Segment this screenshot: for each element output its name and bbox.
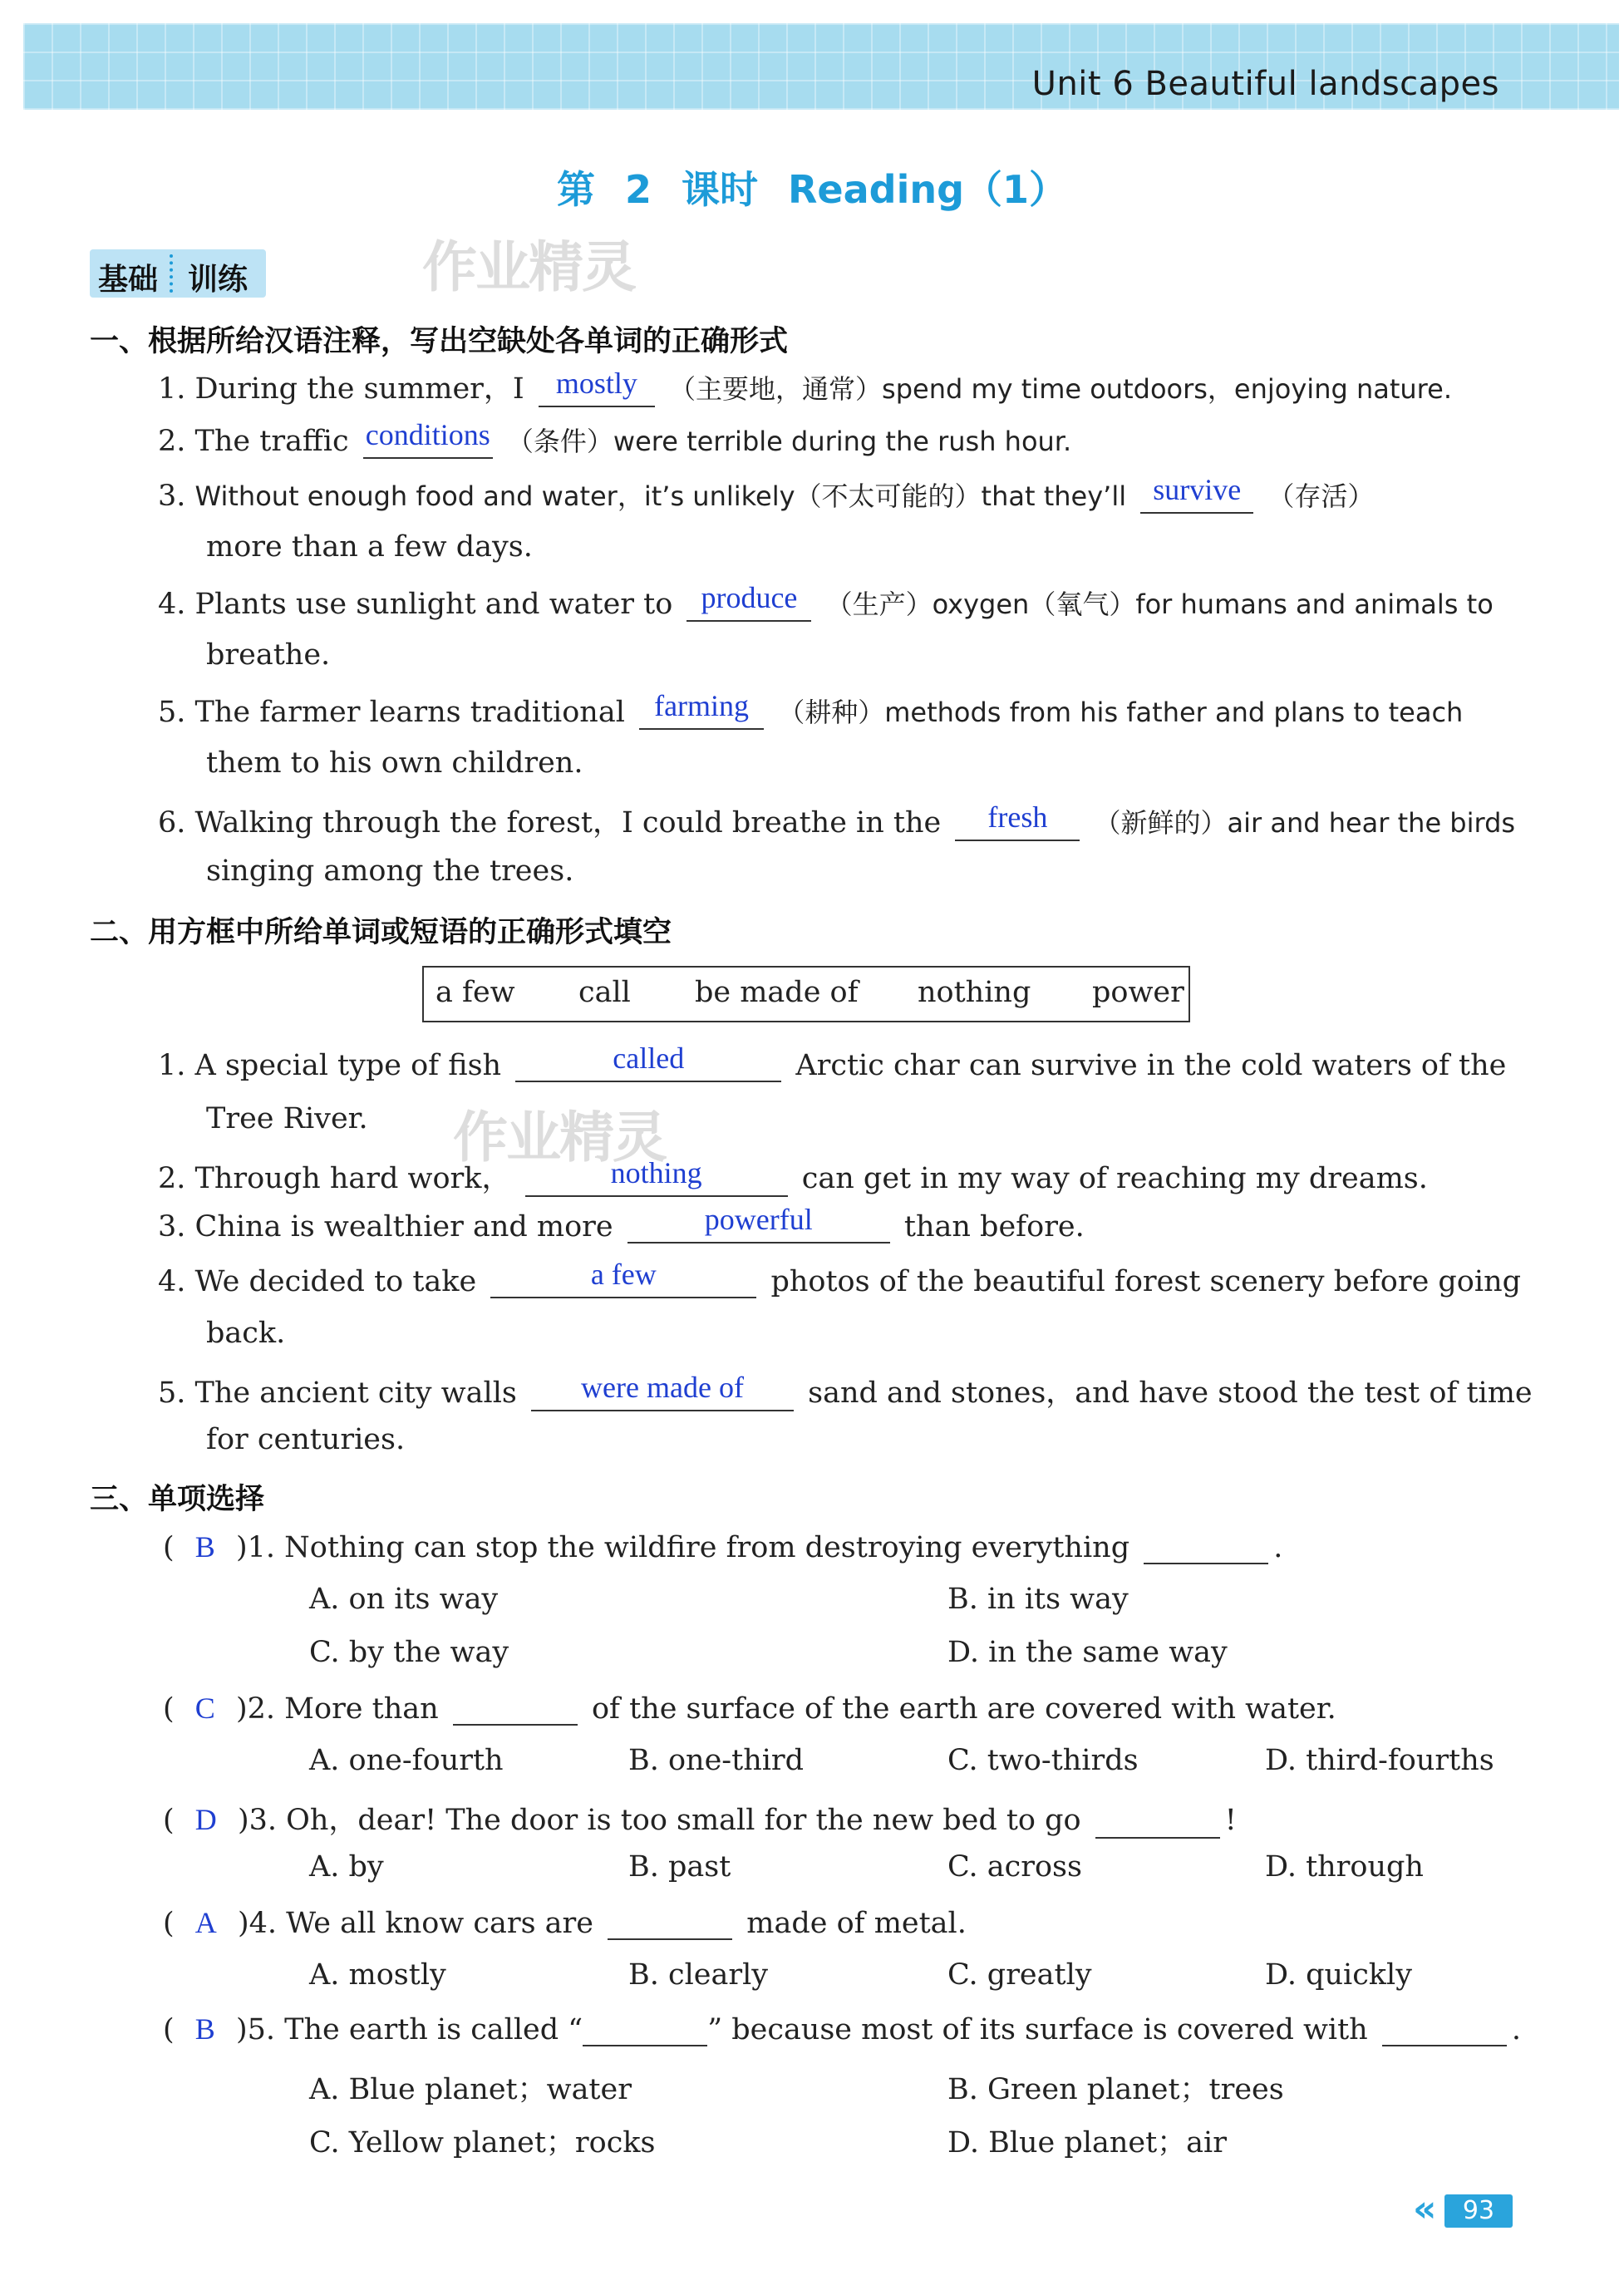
answer-text: called [613,1042,685,1075]
box-word: power [1092,976,1184,1009]
list-item [158,800,1515,841]
item-text: sand and stones，and have stood the test of time [808,1376,1533,1410]
wave-icon [170,254,186,293]
item-text: （生产）oxygen（氧气）for humans and animals to [825,589,1494,620]
option-b[interactable]: B. clearly [628,1958,769,1992]
list-item [158,1258,1522,1298]
answer-blank[interactable] [531,1371,794,1411]
answer-blank[interactable] [1144,1529,1268,1564]
list-item [158,1155,1428,1197]
page-number: 93 [1444,2194,1513,2228]
option-d[interactable]: D. Blue planet；air [947,2126,1227,2159]
chevron-left-icon: « [1413,2188,1437,2230]
item-text: A special type of fish [194,1049,502,1082]
answer-blank[interactable] [1095,1804,1220,1839]
box-word: be made of [695,976,859,1009]
section-badge [90,249,266,298]
answer-blank[interactable] [453,1691,578,1726]
option-d[interactable]: D. through [1265,1850,1424,1884]
answer-text: were made of [581,1371,744,1404]
list-item [158,689,1464,730]
item-text: Through hard work， [194,1162,511,1195]
answer-blank[interactable] [363,418,493,459]
item-text: We decided to take [194,1265,477,1298]
item-text: （新鲜的）air and hear the birds [1094,807,1516,839]
question-number: )1. [235,1531,276,1564]
paren-open: ( [163,1692,175,1726]
answer-text: powerful [704,1203,813,1236]
choice-answer[interactable]: C [194,1692,215,1725]
lesson-title: 第 2 课时 Reading（1） [556,167,1068,212]
list-item [158,366,1452,407]
option-b[interactable]: B. past [628,1850,731,1884]
option-b[interactable]: B. one-third [628,1744,805,1777]
option-a[interactable]: A. mostly [309,1958,446,1992]
answer-text: produce [701,581,798,614]
question [163,1529,1282,1564]
section1-heading: 一、根据所给汉语注释，写出空缺处各单词的正确形式 [90,325,789,358]
list-item [158,1370,1533,1411]
option-c[interactable]: C. two-thirds [947,1744,1139,1777]
badge-left: 基础 [98,263,159,297]
item-number: 1. [158,372,186,406]
choice-answer[interactable]: D [194,1803,217,1836]
item-text: Without enough food and water，it’s unlikely（不太可能的）that they’ll [194,480,1127,512]
option-a[interactable]: A. on its way [309,1583,499,1616]
item-text: The ancient city walls [194,1376,517,1410]
item-text: photos of the beautiful forest scenery before going [770,1265,1522,1298]
item-text: Plants use sunlight and water to [194,588,673,621]
option-b[interactable]: B. Green planet；trees [947,2073,1284,2106]
item-number: 2. [158,1162,186,1195]
item-text: （存活） [1267,480,1375,512]
paren-open: ( [163,2013,175,2046]
item-number: 6. [158,806,186,840]
box-word: call [578,976,631,1009]
list-item [158,418,1072,459]
answer-blank[interactable] [627,1203,890,1243]
answer-blank[interactable] [687,581,811,622]
question-stem: ” because most of its surface is covered with [707,2013,1368,2046]
question [163,2012,1521,2046]
question [163,1691,1336,1726]
item-text: The farmer learns traditional [194,696,625,729]
answer-text: fresh [987,800,1048,834]
item-text: During the summer，I [194,372,524,406]
option-d[interactable]: D. in the same way [947,1636,1228,1669]
option-c[interactable]: C. across [947,1850,1082,1884]
option-c[interactable]: C. greatly [947,1958,1092,1992]
question-number: )4. [237,1907,277,1940]
option-a[interactable]: A. one-fourth [309,1744,504,1777]
box-word: nothing [918,976,1031,1009]
item-text: can get in my way of reaching my dreams. [801,1162,1428,1195]
item-continuation: back. [206,1317,286,1350]
paren-open: ( [163,1804,175,1837]
answer-text: farming [654,689,750,722]
item-number: 4. [158,1265,186,1298]
item-text: Arctic char can survive in the cold waters of the [795,1049,1507,1082]
answer-blank[interactable] [639,689,764,730]
answer-blank[interactable] [515,1042,781,1082]
answer-text: survive [1153,473,1242,506]
question-stem: More than [284,1692,439,1726]
watermark: 作业精灵 [422,235,635,299]
item-number: 4. [158,588,186,621]
question [163,1905,967,1940]
question-stem: made of metal. [746,1907,967,1940]
question-number: )3. [237,1804,277,1837]
question-number: )2. [235,1692,276,1726]
item-text: than before. [903,1210,1085,1243]
list-item [158,1042,1507,1082]
section3-heading: 三、单项选择 [90,1483,265,1516]
question-number: )5. [235,2013,276,2046]
choice-answer[interactable]: B [194,1530,215,1564]
item-text: The traffic [194,425,349,458]
item-number: 1. [158,1049,186,1082]
badge-right: 训练 [188,263,249,297]
question [163,1797,1237,1839]
watermark: 作业精灵 [453,1106,666,1170]
item-number: 2. [158,425,186,458]
answer-blank[interactable] [583,2012,707,2046]
option-b[interactable]: B. in its way [947,1583,1129,1616]
answer-text: mostly [555,367,637,400]
question-stem: . [1511,2013,1522,2046]
item-number: 5. [158,696,186,729]
section2-heading: 二、用方框中所给单词或短语的正确形式填空 [90,916,672,949]
item-continuation: for centuries. [206,1423,406,1456]
question-stem: The earth is called “ [284,2013,583,2046]
question-stem: Nothing can stop the wildfire from destroying everything [284,1531,1130,1564]
item-text: （条件）were terrible during the rush hour. [506,426,1072,457]
option-a[interactable]: A. by [309,1850,384,1884]
item-number: 3. [158,480,186,513]
unit-title: Unit 6 Beautiful landscapes [1031,65,1499,103]
paren-open: ( [163,1907,175,1940]
option-c[interactable]: C. by the way [309,1636,509,1669]
item-number: 3. [158,1210,186,1243]
question-stem: of the surface of the earth are covered with water. [591,1692,1336,1726]
answer-text: a few [590,1258,657,1291]
item-continuation: Tree River. [206,1102,368,1135]
word-box [422,966,1190,1022]
option-a[interactable]: A. Blue planet；water [309,2073,632,2106]
box-word: a few [436,976,515,1009]
question-stem: . [1273,1531,1283,1564]
answer-blank[interactable] [525,1156,788,1197]
answer-blank[interactable] [490,1258,756,1298]
answer-blank[interactable] [608,1905,732,1940]
list-item [158,1203,1085,1243]
question-stem: We all know cars are [286,1907,593,1940]
answer-blank[interactable] [539,367,655,407]
list-item [158,475,1374,514]
item-number: 5. [158,1376,186,1410]
item-continuation: them to his own children. [206,746,583,780]
list-item [158,581,1494,622]
item-text: Walking through the forest，I could breathe in the [194,806,942,840]
choice-answer[interactable]: B [194,2012,215,2046]
answer-blank[interactable] [1140,473,1253,514]
option-d[interactable]: D. third-fourths [1265,1744,1494,1777]
item-text: （耕种）methods from his father and plans to teach [778,697,1464,728]
item-continuation: breathe. [206,638,331,672]
item-continuation: more than a few days. [206,530,533,564]
item-text: （主要地，通常）spend my time outdoors，enjoying nature. [669,373,1452,405]
item-text: China is wealthier and more [194,1210,613,1243]
answer-text: conditions [365,418,490,451]
choice-answer[interactable]: A [194,1906,217,1939]
paren-open: ( [163,1531,175,1564]
option-c[interactable]: C. Yellow planet；rocks [309,2126,656,2159]
question-stem: Oh，dear! The door is too small for the new bed to go [286,1804,1081,1837]
option-d[interactable]: D. quickly [1265,1958,1412,1992]
answer-text: nothing [610,1156,702,1189]
answer-blank[interactable] [1382,2012,1507,2046]
answer-blank[interactable] [955,800,1080,841]
question-stem: ! [1224,1804,1237,1837]
item-continuation: singing among the trees. [206,854,574,888]
